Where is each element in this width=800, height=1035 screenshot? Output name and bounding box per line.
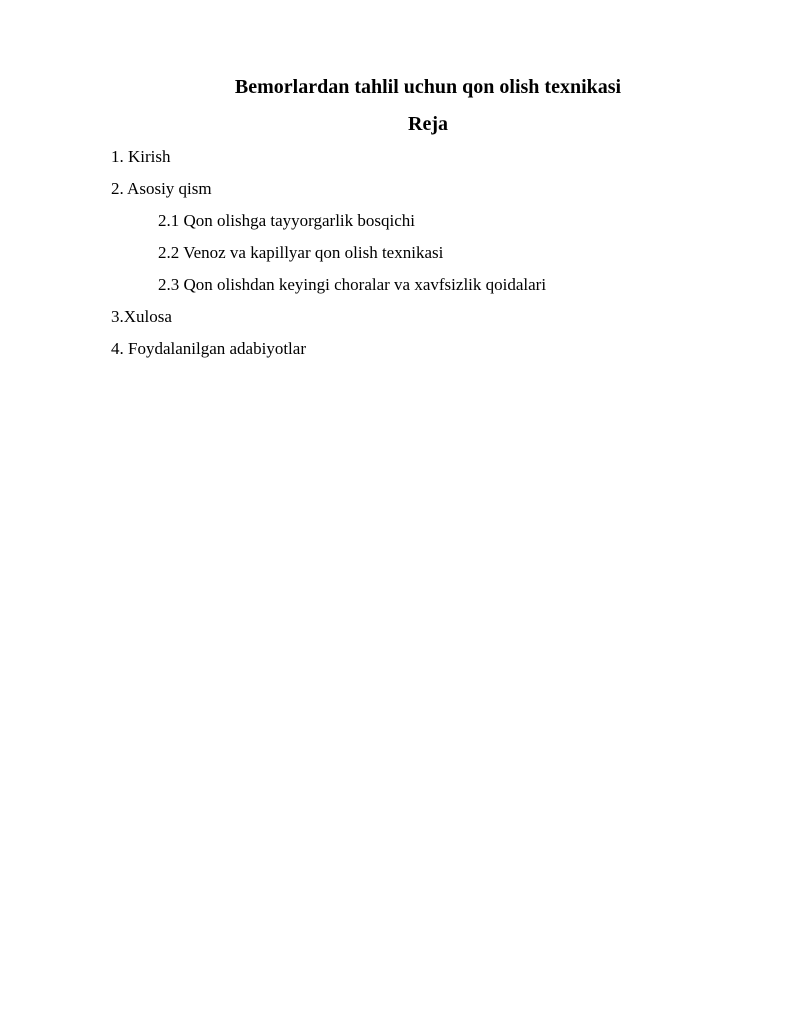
plan-item-conclusion: 3.Xulosa bbox=[111, 307, 172, 326]
plan-heading: Reja bbox=[408, 113, 448, 135]
plan-list bbox=[111, 146, 546, 370]
plan-subitem-technique: 2.2 Venoz va kapillyar qon olish texnikasi bbox=[158, 243, 444, 262]
plan-item-references: 4. Foydalanilgan adabiyotlar bbox=[111, 339, 306, 358]
plan-subitem-preparation: 2.1 Qon olishga tayyorgarlik bosqichi bbox=[158, 211, 416, 230]
plan-item-introduction: 1. Kirish bbox=[111, 147, 171, 166]
plan-item-main-part: 2. Asosiy qism bbox=[111, 179, 212, 198]
document-title: Bemorlardan tahlil uchun qon olish texnikasi bbox=[234, 76, 622, 98]
plan-subitem-safety: 2.3 Qon olishdan keyingi choralar va xavfsizlik qoidalari bbox=[158, 275, 547, 294]
